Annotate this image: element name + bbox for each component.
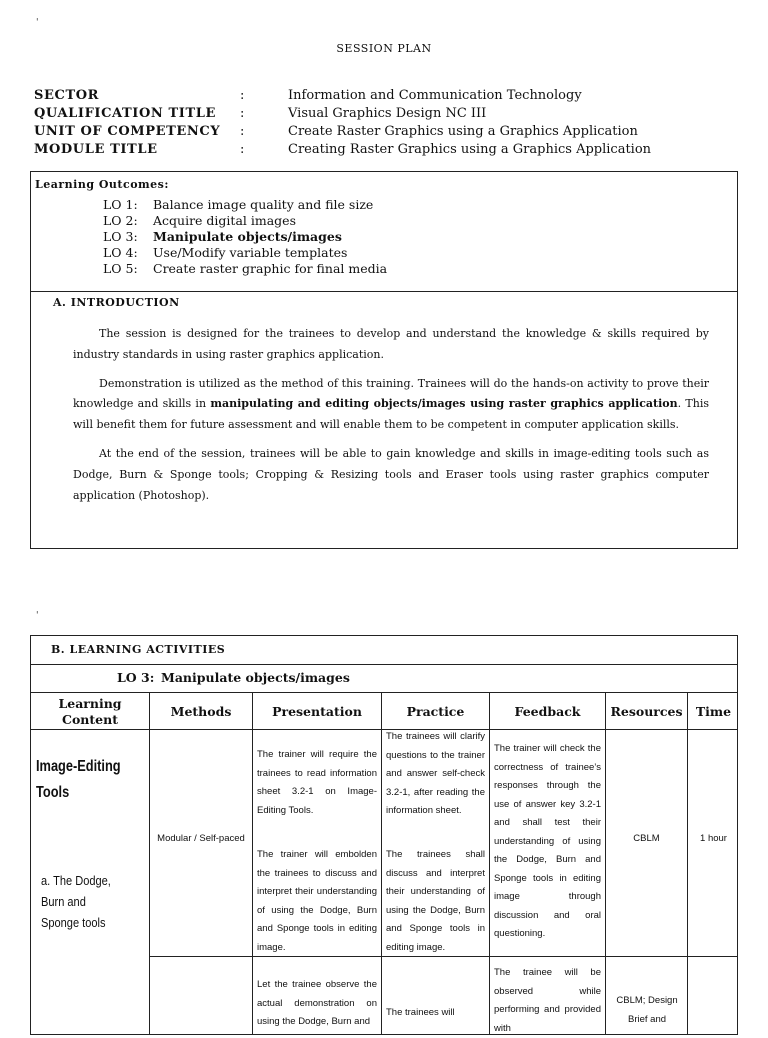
lo-code: LO 5: — [103, 261, 138, 276]
page-mark: ' — [36, 611, 39, 621]
learning-activities-heading: B. LEARNING ACTIVITIES — [51, 643, 226, 656]
meta-label: MODULE TITLE — [34, 142, 158, 157]
outcomes-intro-box — [30, 171, 738, 549]
learning-outcomes-list — [103, 197, 387, 277]
intro-paragraph-3: At the end of the session, trainees will be able to gain knowledge and skills in image-editing tools such as Dodge, Burn & Sponge tools; Cropping & Resizing tools and Eraser tools using raster graphics computer application (Photoshop). — [73, 446, 709, 502]
practice-cell: The trainees will clarify questions to the trainer and answer self-check 3.2-1, after reading the information sheet. — [386, 731, 485, 816]
meta-row-module — [34, 142, 734, 160]
header-learning-content: Learning Content — [58, 696, 122, 727]
lo-code: LO 1: — [103, 197, 138, 212]
lo-code: LO 3: — [117, 670, 155, 685]
time-cell: 1 hour — [700, 833, 727, 844]
table-rule — [31, 692, 737, 693]
learning-outcome-item — [103, 261, 387, 277]
subtopic-text: The Dodge, Burn and Sponge tools — [41, 873, 111, 930]
presentation-cell: The trainer will require the trainees to read information sheet 3.2-1 on Image-Editing Tools. — [257, 749, 377, 816]
topic-title: Image-Editing Tools — [36, 758, 121, 801]
meta-colon: : — [240, 124, 245, 139]
lo-text: Acquire digital images — [153, 213, 296, 228]
meta-row-unit — [34, 124, 734, 142]
meta-colon: : — [240, 106, 245, 121]
meta-colon: : — [240, 142, 245, 157]
subtopic-marker: a. — [41, 873, 51, 888]
meta-value: Creating Raster Graphics using a Graphics Application — [288, 142, 652, 157]
learning-outcome-item — [103, 245, 387, 261]
meta-label: UNIT OF COMPETENCY — [34, 124, 221, 139]
resources-cell: CBLM — [633, 833, 660, 844]
column-rule — [381, 692, 382, 1034]
intro-paragraph-1: The session is designed for the trainees to develop and understand the knowledge & skills required by industry standards in using raster graphics application. — [73, 327, 709, 361]
lo-text: Manipulate objects/images — [161, 670, 350, 685]
lo-code: LO 2: — [103, 213, 138, 228]
meta-label: QUALIFICATION TITLE — [34, 106, 216, 121]
header-resources: Resources — [610, 704, 683, 719]
learning-outcomes-heading: Learning Outcomes: — [35, 178, 169, 191]
header-feedback: Feedback — [514, 704, 581, 719]
practice-cell: The trainees shall discuss and interpret their understanding of using the Dodge, Burn and Sponge tools in editing image. — [386, 849, 485, 953]
lo-code: LO 3: — [103, 229, 138, 244]
meta-row-qualification — [34, 106, 734, 124]
intro-emphasis: manipulating and editing objects/images using raster graphics application — [210, 397, 678, 411]
lo3-heading — [117, 670, 350, 685]
meta-value: Visual Graphics Design NC III — [288, 106, 487, 121]
meta-row-sector — [34, 88, 734, 106]
intro-text: Demonstration is utilized as the method of this training. Trainees will do the hands-on activity to prove their knowledge and skills in — [73, 376, 709, 411]
header-practice: Practice — [406, 704, 465, 719]
feedback-cell: The trainee will be observed while performing and provided with — [494, 967, 601, 1034]
lo-text: Use/Modify variable templates — [153, 245, 348, 260]
meta-value: Create Raster Graphics using a Graphics Application — [288, 124, 638, 139]
introduction-heading: A. INTRODUCTION — [53, 296, 180, 309]
methods-cell: Modular / Self-paced — [157, 833, 245, 844]
intro-text: . This will benefit them for future assessment and will enable them to be competent in computer application skills. — [73, 397, 709, 432]
column-rule — [605, 692, 606, 1034]
header-time: Time — [695, 704, 732, 719]
column-rule — [687, 692, 688, 1034]
introduction-body — [73, 324, 709, 514]
table-rule — [31, 664, 737, 665]
learning-outcome-item — [103, 213, 387, 229]
header-methods: Methods — [170, 704, 232, 719]
lo-code: LO 4: — [103, 245, 138, 260]
resources-cell: CBLM; Design Brief and — [616, 995, 678, 1025]
lo-text: Create raster graphic for final media — [153, 261, 388, 276]
practice-cell: The trainees will — [386, 1007, 455, 1018]
column-rule — [252, 692, 253, 1034]
section-divider — [31, 291, 737, 292]
presentation-cell: The trainer will embolden the trainees to discuss and interpret their understanding of using the Dodge, Burn and Sponge tools in editing image. — [257, 849, 377, 953]
subtopic — [41, 870, 126, 933]
page-mark: ' — [36, 18, 39, 28]
learning-activities-table — [30, 635, 738, 1035]
meta-info — [34, 88, 734, 160]
lo-text: Balance image quality and file size — [153, 197, 374, 212]
feedback-cell: The trainer will check the correctness of trainee’s responses through the use of answer key 3.2-1 and shall test their understanding of using the Dodge, Burn and Sponge tools in editing image through discussion and oral questioning. — [494, 743, 601, 939]
intro-paragraph-2 — [73, 374, 709, 436]
document-title: SESSION PLAN — [336, 42, 432, 55]
header-presentation: Presentation — [272, 704, 362, 719]
meta-colon: : — [240, 88, 245, 103]
presentation-cell: Let the trainee observe the actual demonstration on using the Dodge, Burn and — [257, 979, 377, 1027]
learning-outcome-item — [103, 197, 387, 213]
column-rule — [489, 692, 490, 1034]
meta-value: Information and Communication Technology — [288, 88, 582, 103]
meta-label: SECTOR — [34, 88, 100, 103]
lo-text-current: Manipulate objects/images — [153, 229, 342, 244]
column-rule — [149, 692, 150, 1034]
learning-outcome-item — [103, 229, 387, 245]
